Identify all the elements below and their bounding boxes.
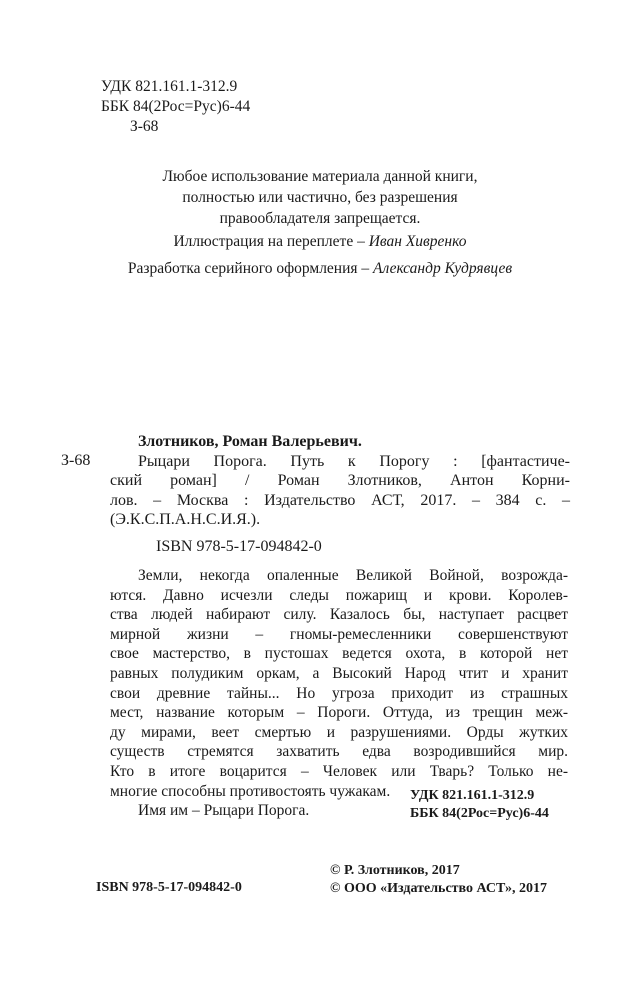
rights-notice-line: правообладателя запрещается. [219, 210, 421, 227]
copyright-block [330, 862, 547, 897]
copyright-publisher: © ООО «Издательство АСТ», 2017 [330, 880, 548, 896]
copyright-author: © Р. Злотников, 2017 [330, 863, 460, 878]
annotation-line: мест, название которым – Пороги. Оттуда, из трещин меж- [110, 704, 568, 722]
credit-name: Иван Хивренко [368, 233, 467, 250]
annotation-line: многие способны противостоять чужакам. [110, 782, 391, 800]
bib-line: (Э.К.С.П.А.Н.С.И.Я.). [110, 511, 261, 528]
bbk-code: ББК 84(2Рос=Рус)6-44 [101, 98, 251, 115]
rights-notice-line: полностью или частично, без разрешения [182, 189, 458, 206]
credit-name: Александр Кудрявцев [373, 260, 513, 277]
annotation-line: Земли, некогда опаленные Великой Войной, возрожда- [138, 567, 568, 584]
credit-series-design [100, 259, 540, 279]
bib-line: ский роман] / Роман Злотников, Антон Корни- [110, 472, 570, 489]
annotation-closing: Имя им – Рыцари Порога. [138, 802, 310, 820]
bib-side-code: З-68 [61, 452, 91, 469]
rights-notice [110, 166, 530, 229]
rights-notice-line: Любое использование материала данной книги, [162, 168, 478, 185]
annotation-line: свои древние тайны... Но угроза приходит из страшных [110, 684, 568, 702]
annotation-line: Кто в итоге воцарится – Человек или Тварь? Только не- [110, 762, 568, 780]
footer-udk-code: УДК 821.161.1-312.9 [410, 788, 535, 803]
classification-codes [101, 77, 250, 137]
annotation-line: мирной жизни – гномы-ремесленники совершенствуют [110, 625, 568, 643]
credit-illustration [100, 232, 540, 252]
author-sign: З-68 [130, 118, 159, 135]
annotation-line: ства людей набирают силу. Казалось бы, наступает расцвет [110, 606, 568, 624]
annotation [110, 566, 568, 821]
udk-code: УДК 821.161.1-312.9 [101, 78, 238, 95]
credit-label: Разработка серийного оформления – [127, 260, 374, 277]
footer-classification-codes [410, 787, 549, 822]
footer-isbn: ISBN 978-5-17-094842-0 [96, 880, 242, 895]
annotation-line: существ стремятся захватить едва возродившийся мир. [110, 743, 568, 761]
bib-author: Злотников, Роман Валерьевич. [138, 433, 362, 450]
annotation-line: равных полудиким оркам, а Высокий Народ чтит и хранит [110, 664, 568, 682]
bib-line: лов. – Москва : Издательство АСТ, 2017. – 384 с. – [110, 491, 570, 509]
bib-isbn: ISBN 978-5-17-094842-0 [156, 538, 322, 555]
bib-line: Рыцари Порога. Путь к Порогу : [фантастиче- [138, 452, 570, 470]
annotation-line: ются. Давно исчезли следы пожарищ и крови. Королев- [110, 586, 568, 604]
annotation-line: свое мастерство, в пустошах ведется охота, в которой нет [110, 645, 568, 663]
annotation-line: ду мирами, веет смертью и разрушениями. Орды жутких [110, 723, 568, 741]
bibliographic-record [110, 432, 570, 530]
footer-bbk-code: ББК 84(2Рос=Рус)6-44 [410, 805, 549, 821]
credit-label: Иллюстрация на переплете – [173, 233, 369, 250]
